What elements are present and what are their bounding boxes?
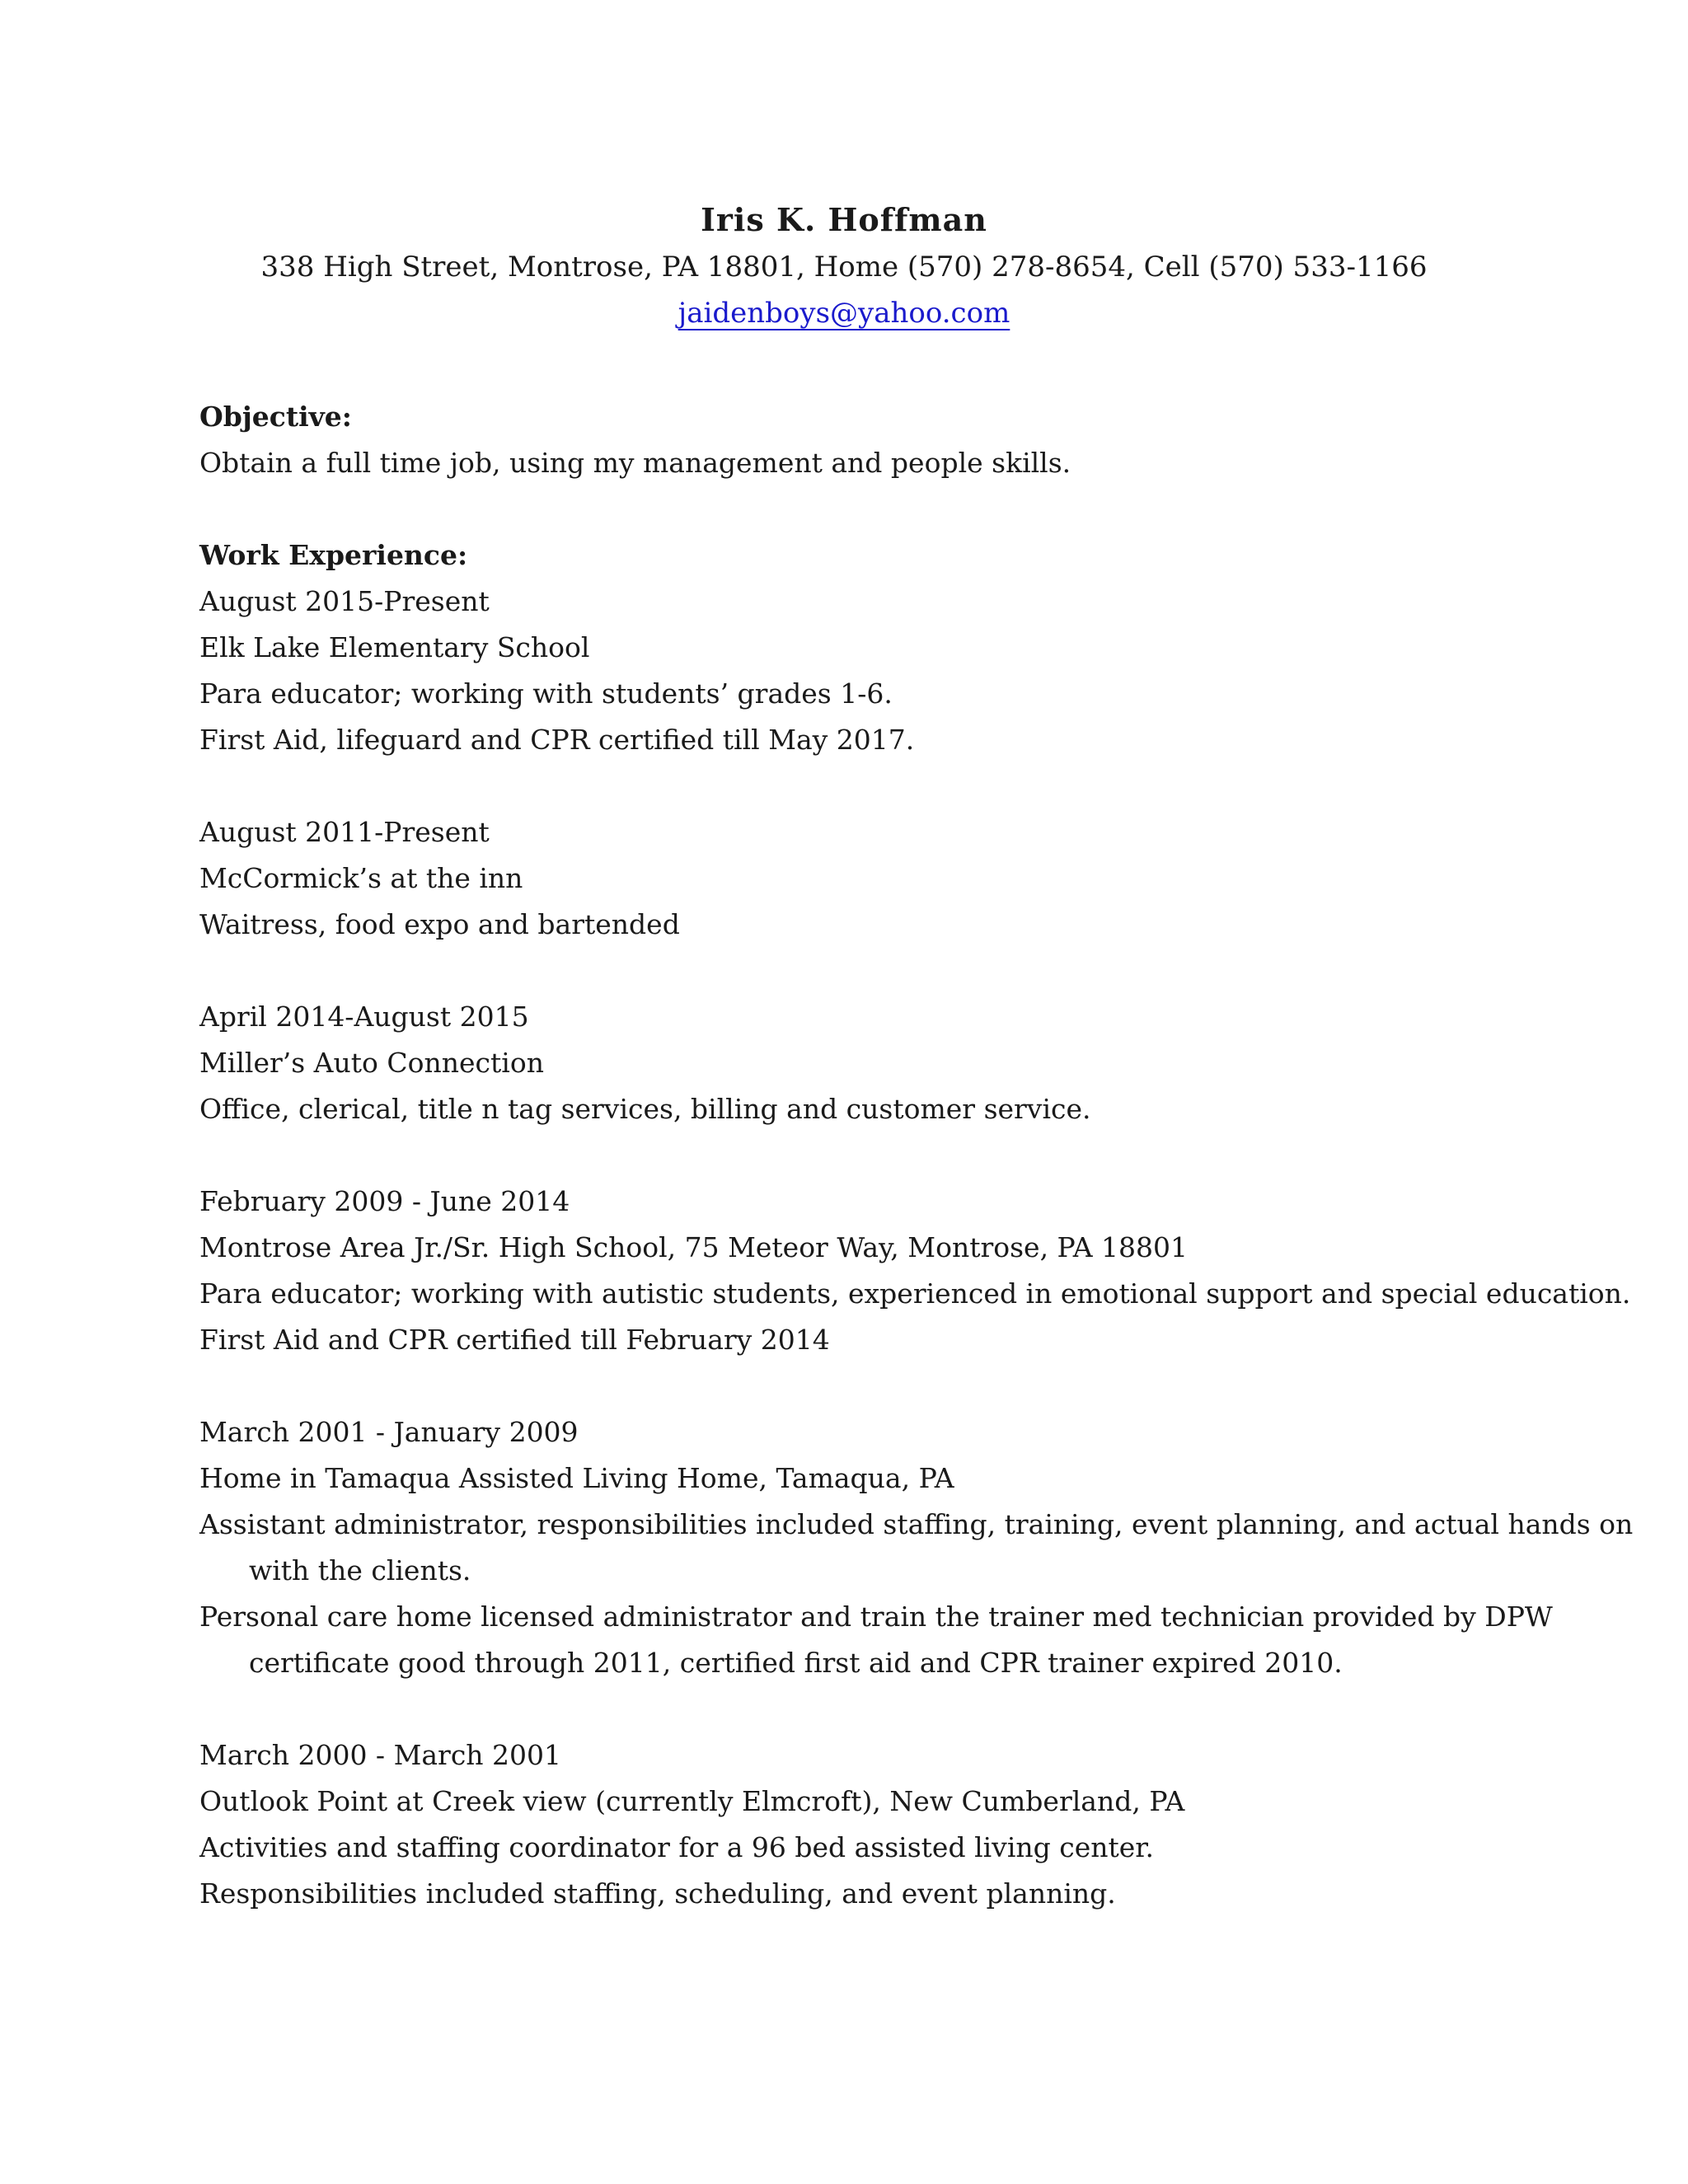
job-employer: Outlook Point at Creek view (currently Elmcroft), New Cumberland, PA — [199, 1785, 1185, 1817]
job-employer: Elk Lake Elementary School — [199, 631, 590, 663]
job-detail: Para educator; working with students’ grades 1-6. — [199, 677, 893, 710]
job-detail: First Aid and CPR certified till February 2014 — [199, 1324, 830, 1356]
job-entry — [199, 1179, 1631, 1363]
job-employer: Miller’s Auto Connection — [199, 1047, 544, 1079]
job-dates: March 2001 - January 2009 — [199, 1416, 579, 1448]
job-detail: Personal care home licensed administrator and train the trainer med technician provided by DPW — [199, 1601, 1553, 1633]
job-detail: Waitress, food expo and bartended — [199, 908, 680, 940]
objective-text: Obtain a full time job, using my management and people skills. — [199, 447, 1071, 479]
job-detail: First Aid, lifeguard and CPR certified till May 2017. — [199, 724, 915, 756]
job-detail: Activities and staffing coordinator for a 96 bed assisted living center. — [199, 1831, 1154, 1863]
job-entry — [199, 1732, 1535, 1917]
job-employer: Montrose Area Jr./Sr. High School, 75 Meteor Way, Montrose, PA 18801 — [199, 1231, 1189, 1263]
email-link[interactable]: jaidenboys@yahoo.com — [678, 297, 1010, 330]
job-employer: McCormick’s at the inn — [199, 862, 523, 894]
job-dates: August 2015-Present — [199, 585, 490, 617]
job-detail: Assistant administrator, responsibilities included staffing, training, event planning, and actual hands on — [199, 1508, 1634, 1540]
resume-body — [199, 394, 1634, 1917]
job-detail: Responsibilities included staffing, scheduling, and event planning. — [199, 1877, 1116, 1910]
job-detail: Office, clerical, title n tag services, billing and customer service. — [199, 1093, 1091, 1125]
job-entry — [199, 809, 1535, 948]
job-detail-continuation: certificate good through 2011, certified first aid and CPR trainer expired 2010. — [249, 1647, 1343, 1679]
job-dates: April 2014-August 2015 — [199, 1001, 529, 1033]
job-employer: Home in Tamaqua Assisted Living Home, Tamaqua, PA — [199, 1462, 954, 1494]
job-entry — [199, 1409, 1634, 1686]
job-entry — [199, 579, 1535, 763]
job-dates: March 2000 - March 2001 — [199, 1739, 562, 1771]
contact-details: 338 High Street, Montrose, PA 18801, Home (570) 278-8654, Cell (570) 533-1166 — [260, 251, 1428, 284]
email-line — [0, 290, 1688, 336]
objective-heading: Objective: — [199, 401, 352, 433]
job-dates: August 2011-Present — [199, 816, 490, 848]
job-detail-continuation: with the clients. — [249, 1554, 471, 1586]
applicant-name: Iris K. Hoffman — [701, 201, 987, 238]
job-detail: Para educator; working with autistic students, experienced in emotional support and special education. — [199, 1277, 1631, 1310]
work-experience-heading: Work Experience: — [199, 539, 468, 571]
job-entry — [199, 994, 1535, 1132]
job-dates: February 2009 - June 2014 — [199, 1185, 570, 1217]
resume-header — [0, 196, 1688, 336]
